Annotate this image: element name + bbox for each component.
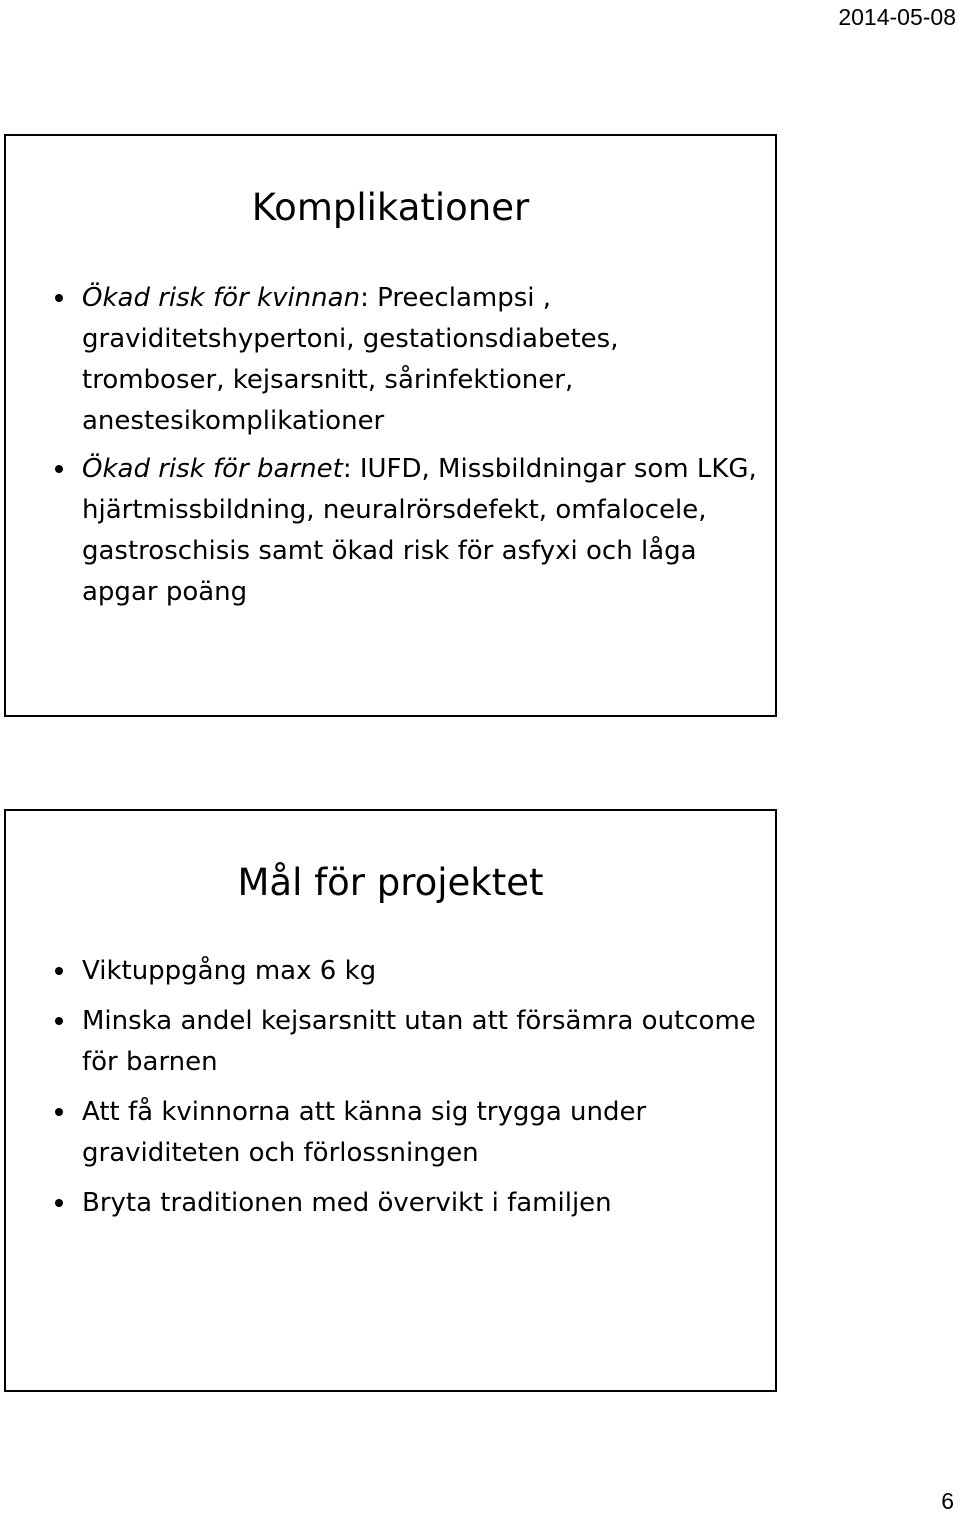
slide-mal-for-projektet	[4, 809, 777, 1392]
bullet-text: Att få kvinnorna att känna sig trygga under graviditeten och förlossningen	[82, 1097, 647, 1168]
slide-komplikationer	[4, 134, 777, 717]
bullet-icon	[55, 1199, 63, 1207]
bullet-list	[50, 278, 765, 620]
bullet-icon	[55, 1017, 63, 1025]
bullet-lead: Ökad risk för barnet	[82, 454, 343, 484]
header-date: 2014-05-08	[838, 4, 956, 30]
bullet-item	[50, 278, 765, 442]
bullet-item	[50, 449, 765, 613]
bullet-icon	[55, 465, 63, 473]
bullet-list	[50, 951, 765, 1233]
bullet-icon	[55, 294, 63, 302]
bullet-text: Viktuppgång max 6 kg	[82, 956, 377, 986]
bullet-text: Preeclampsi , graviditetshypertoni, gestationsdiabetes, tromboser, kejsarsnitt, sårinfektioner, anestesikomplikationer	[82, 283, 619, 436]
bullet-item	[50, 1001, 765, 1083]
bullet-item	[50, 1092, 765, 1174]
bullet-text: Bryta traditionen med övervikt i familjen	[82, 1188, 612, 1218]
bullet-text: Minska andel kejsarsnitt utan att försämra outcome för barnen	[82, 1006, 756, 1077]
page-number: 6	[941, 1488, 954, 1514]
bullet-lead: Ökad risk för kvinnan	[82, 283, 361, 313]
bullet-separator: :	[360, 283, 369, 313]
bullet-icon	[55, 967, 63, 975]
slide-title: Komplikationer	[251, 186, 530, 229]
bullet-item	[50, 951, 765, 992]
bullet-text: IUFD, Missbildningar som LKG, hjärtmissbildning, neuralrörsdefekt, omfalocele, gastroschisis samt ökad risk för asfyxi och låga apgar poäng	[82, 454, 757, 607]
bullet-icon	[55, 1108, 63, 1116]
slide-title: Mål för projektet	[237, 861, 544, 904]
bullet-separator: :	[342, 454, 352, 484]
bullet-item	[50, 1183, 765, 1224]
